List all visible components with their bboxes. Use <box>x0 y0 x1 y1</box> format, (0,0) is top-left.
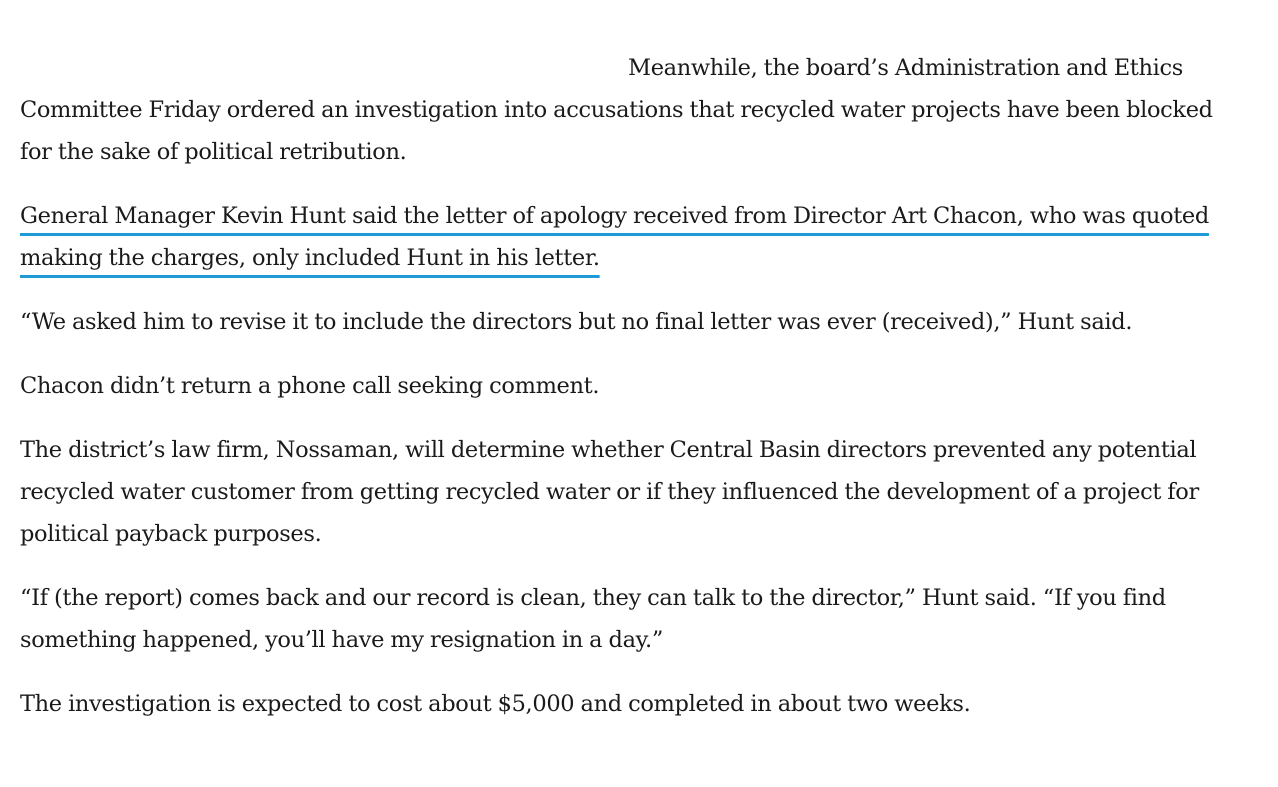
article-paragraph-highlighted <box>20 195 1245 279</box>
article-body <box>20 47 1245 747</box>
article-paragraph: Meanwhile, the board’s Administration and Ethics Committee Friday ordered an investigation into accusations that recycled water projects have been blocked for the sake of political retribution. <box>20 55 1213 165</box>
article-paragraph: The investigation is expected to cost about $5,000 and completed in about two weeks. <box>20 691 971 717</box>
article-paragraph: “If (the report) comes back and our record is clean, they can talk to the director,” Hunt said. “If you find something happened, you’ll have my resignation in a day.” <box>20 585 1166 653</box>
highlighted-quote[interactable]: General Manager Kevin Hunt said the letter of apology received from Director Art Chacon, who was quoted making the charges, only included Hunt in his letter. <box>20 203 1209 271</box>
article-paragraph: The district’s law firm, Nossaman, will determine whether Central Basin directors prevented any potential recycled water customer from getting recycled water or if they influenced the development of a project for political payback purposes. <box>20 437 1199 547</box>
article-paragraph: “We asked him to revise it to include the directors but no final letter was ever (received),” Hunt said. <box>20 309 1133 335</box>
article-paragraph: Chacon didn’t return a phone call seeking comment. <box>20 373 600 399</box>
